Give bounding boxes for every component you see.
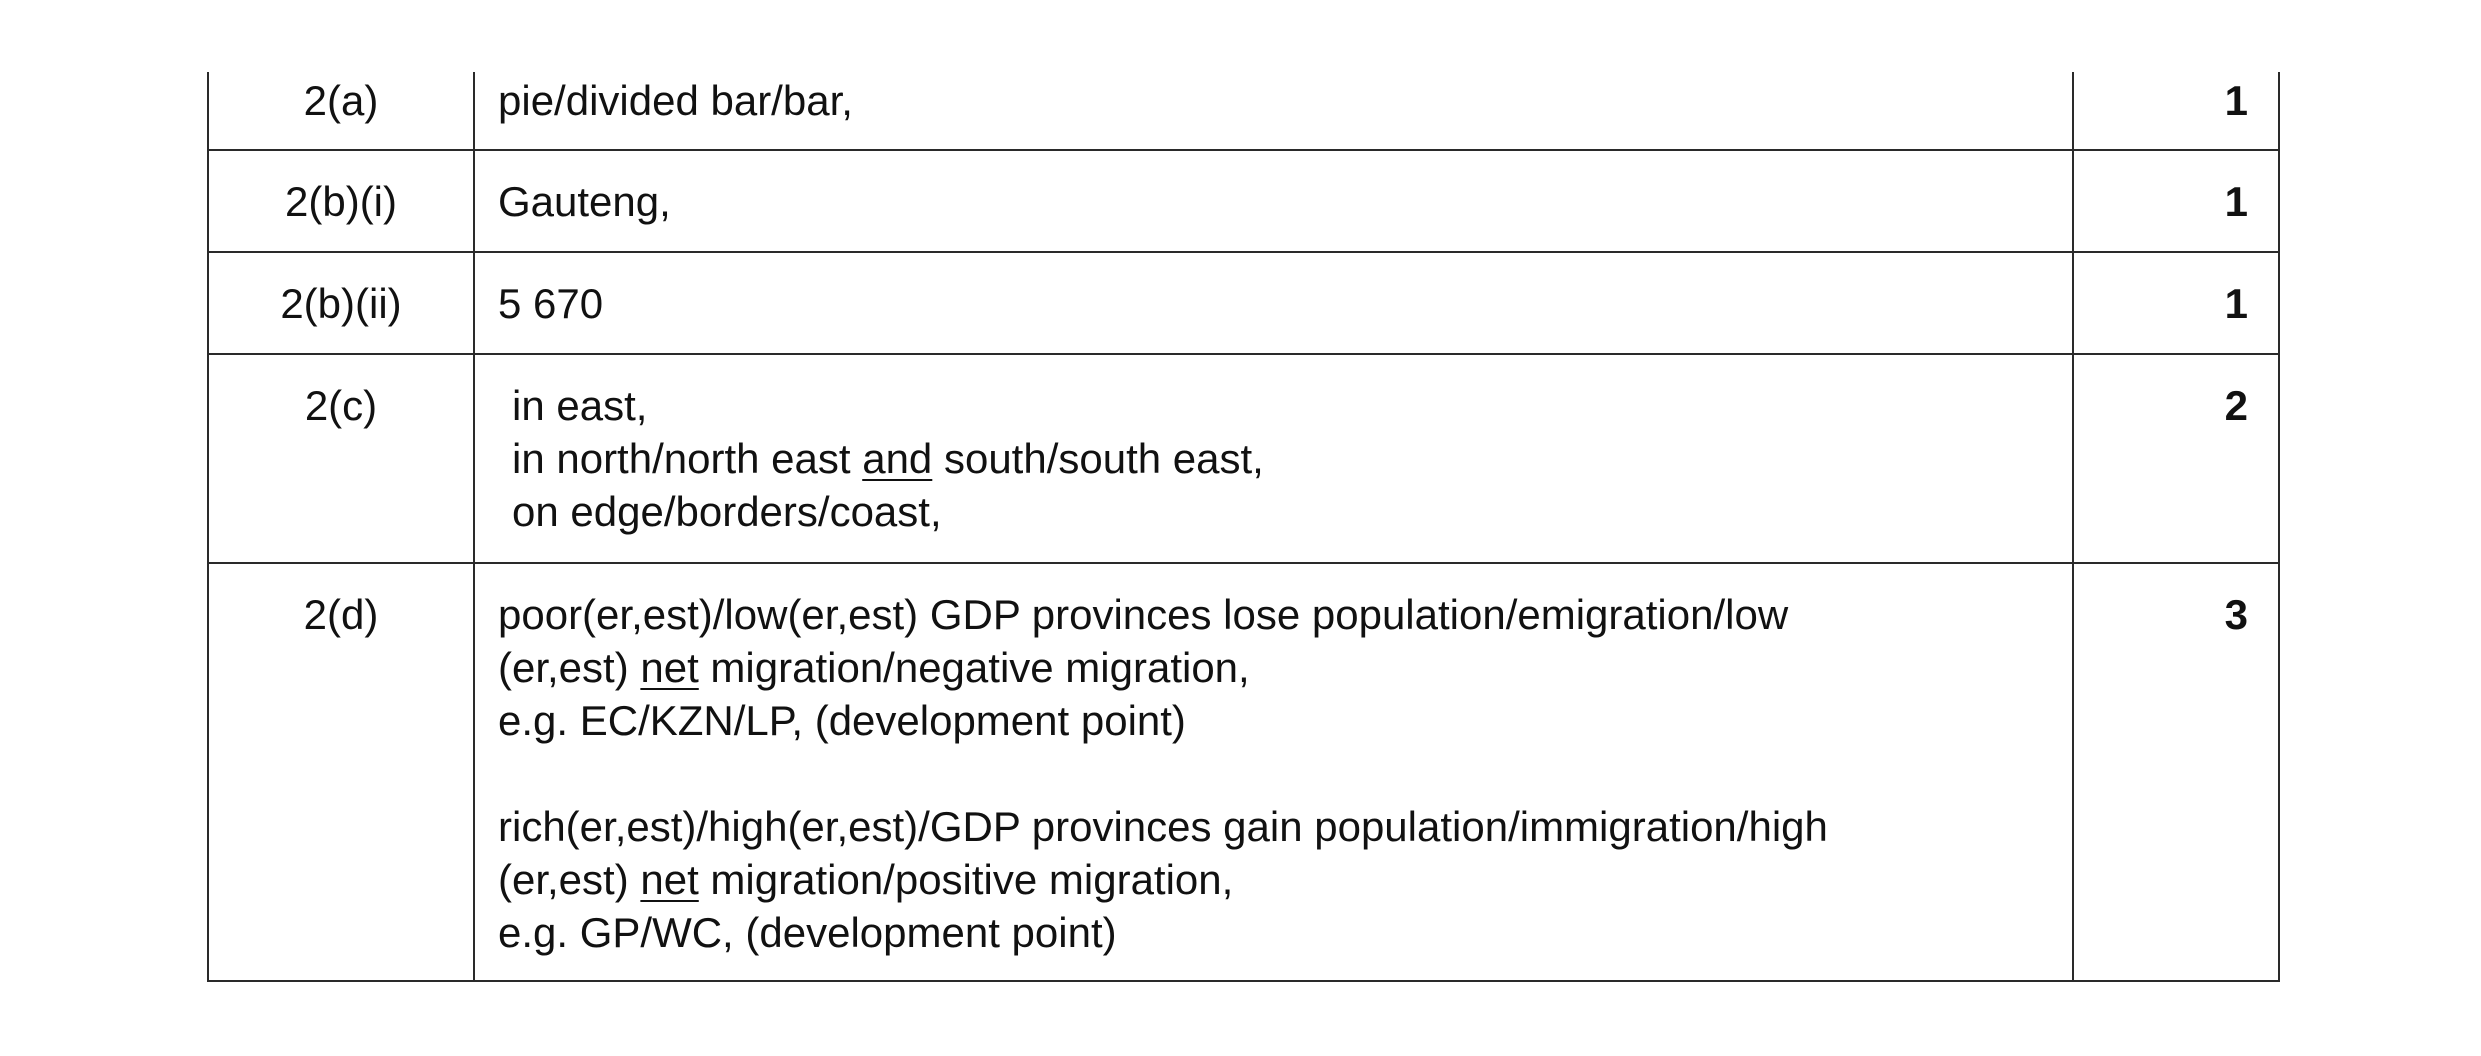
question-number: 2(c): [304, 382, 378, 429]
question-number: 2(d): [303, 591, 379, 638]
underlined-keyword: net: [640, 856, 699, 903]
answer-cell: [474, 72, 2073, 150]
answer-cell: [474, 150, 2073, 252]
answer-line: e.g. EC/KZN/LP, (development point): [498, 697, 1186, 744]
table-row: [208, 354, 2279, 563]
marks-value: 1: [2224, 178, 2248, 225]
answer-line: in north/north east and south/south east,: [512, 435, 1264, 482]
marks-cell: [2073, 150, 2279, 252]
question-cell: [208, 354, 474, 563]
underlined-keyword: net: [640, 644, 699, 691]
marks-value: 2: [2224, 382, 2248, 429]
marks-cell: [2073, 252, 2279, 354]
answer-cell: [474, 354, 2073, 563]
marks-cell: [2073, 563, 2279, 981]
answer-line: poor(er,est)/low(er,est) GDP provinces lose population/emigration/low: [498, 591, 1789, 638]
question-cell: [208, 72, 474, 150]
marks-value: 1: [2224, 77, 2248, 124]
question-number: 2(a): [303, 77, 379, 124]
table-row: [208, 252, 2279, 354]
mark-scheme-table: [207, 72, 2280, 982]
table-row: [208, 72, 2279, 150]
answer-cell: [474, 252, 2073, 354]
table-row: [208, 563, 2279, 981]
question-number: 2(b)(i): [285, 178, 397, 225]
marks-value: 1: [2224, 280, 2248, 327]
answer-line: pie/divided bar/bar,: [498, 77, 853, 124]
question-number: 2(b)(ii): [280, 280, 402, 327]
question-cell: [208, 150, 474, 252]
underlined-keyword: and: [862, 435, 933, 482]
answer-cell: [474, 563, 2073, 981]
answer-line: Gauteng,: [498, 178, 671, 225]
answer-line: in east,: [512, 382, 648, 429]
marks-cell: [2073, 354, 2279, 563]
marks-value: 3: [2224, 591, 2248, 638]
answer-line: 5 670: [498, 280, 604, 327]
answer-line: rich(er,est)/high(er,est)/GDP provinces gain population/immigration/high: [498, 803, 1828, 850]
table-row: [208, 150, 2279, 252]
answer-line: on edge/borders/coast,: [512, 488, 942, 535]
answer-line: (er,est) net migration/negative migration,: [498, 644, 1250, 691]
question-cell: [208, 563, 474, 981]
answer-line: e.g. GP/WC, (development point): [498, 909, 1117, 956]
question-cell: [208, 252, 474, 354]
marks-cell: [2073, 72, 2279, 150]
paragraph-gap: [498, 747, 2072, 800]
answer-line: (er,est) net migration/positive migration,: [498, 856, 1234, 903]
